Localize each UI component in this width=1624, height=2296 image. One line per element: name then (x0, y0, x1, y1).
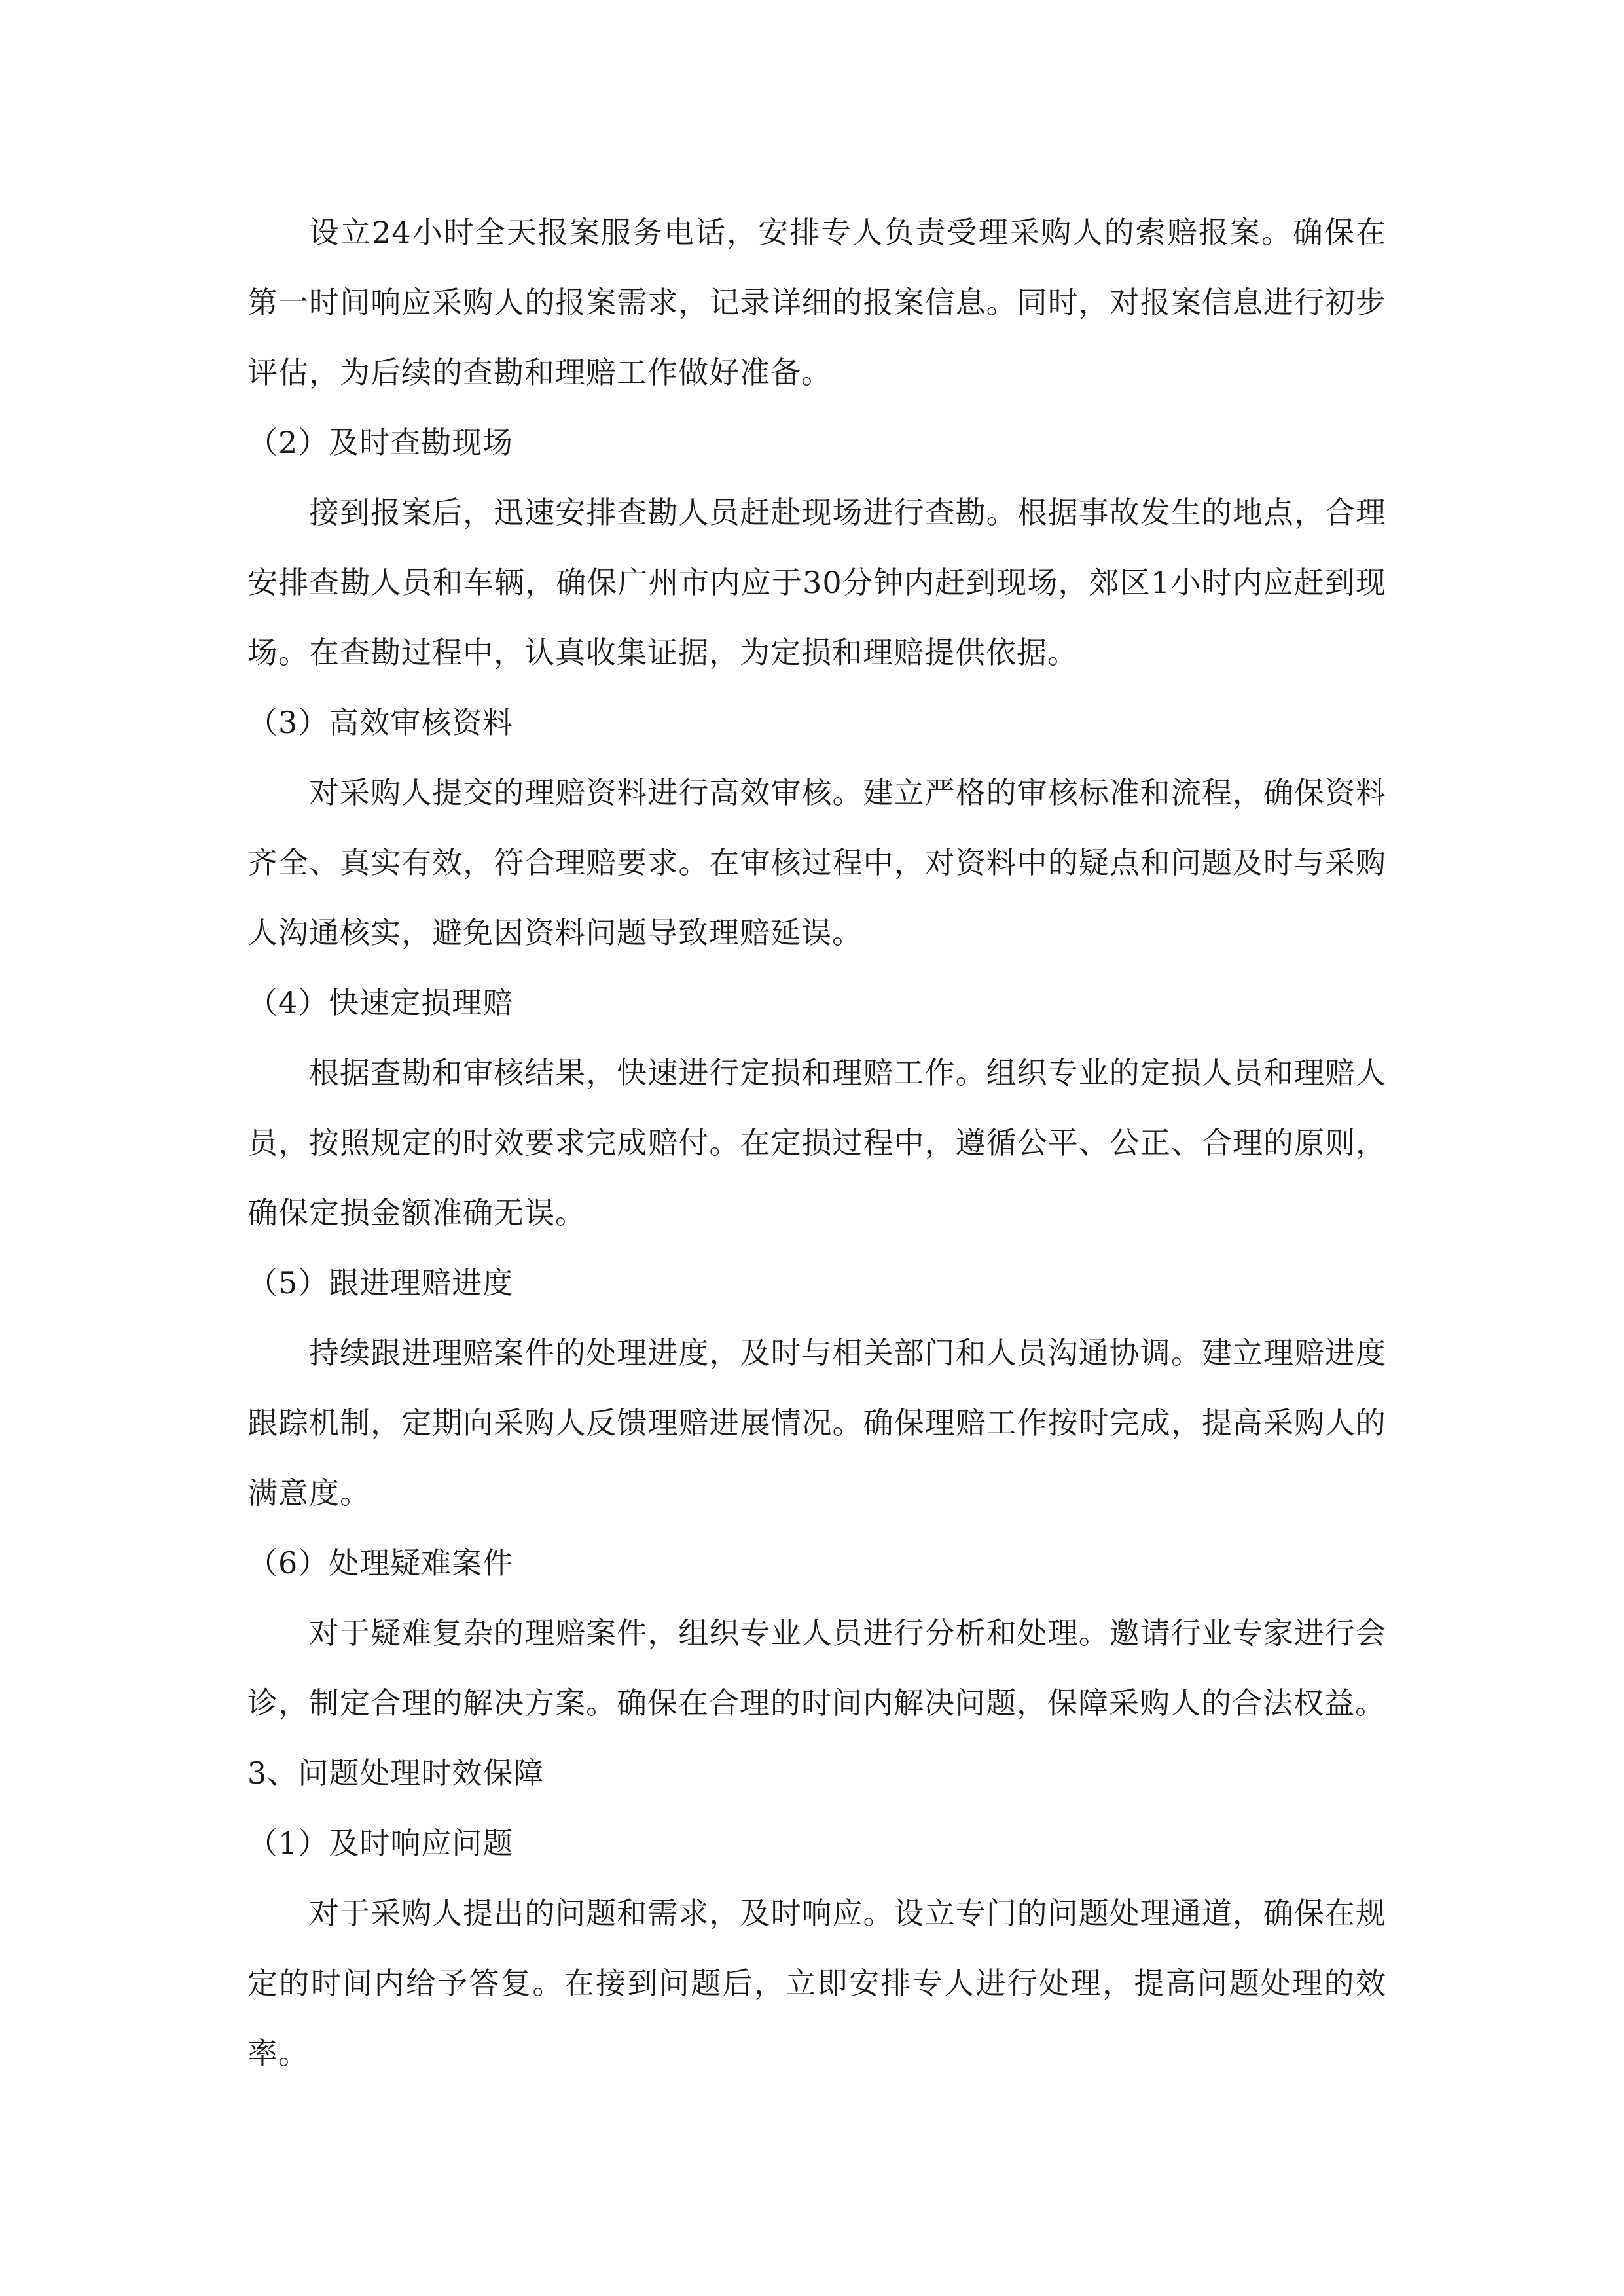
item-body-6: 对于疑难复杂的理赔案件，组织专业人员进行分析和处理。邀请行业专家进行会诊，制定合理的解决方案。确保在合理的时间内解决问题，保障采购人的合法权益。 (247, 1615, 1386, 1721)
item-heading-4: （4）快速定损理赔 (247, 985, 514, 1020)
item-body-3: 对采购人提交的理赔资料进行高效审核。建立严格的审核标准和流程，确保资料齐全、真实有效，符合理赔要求。在审核过程中，对资料中的疑点和问题及时与采购人沟通核实，避免因资料问题导致理赔延误。 (247, 775, 1386, 950)
section-sub-heading: （1）及时响应问题 (247, 1825, 514, 1861)
item-heading-2: （2）及时查勘现场 (247, 425, 514, 460)
item-heading-6: （6）处理疑难案件 (247, 1545, 514, 1581)
section-heading: 3、问题处理时效保障 (247, 1755, 545, 1791)
intro-paragraph: 设立24小时全天报案服务电话，安排专人负责受理采购人的索赔报案。确保在第一时间响应采购人的报案需求，记录详细的报案信息。同时，对报案信息进行初步评估，为后续的查勘和理赔工作做好准备。 (247, 215, 1386, 390)
item-body-2: 接到报案后，迅速安排查勘人员赶赴现场进行查勘。根据事故发生的地点，合理安排查勘人员和车辆，确保广州市内应于30分钟内赶到现场，郊区1小时内应赶到现场。在查勘过程中，认真收集证据，为定损和理赔提供依据。 (247, 495, 1386, 670)
item-heading-3: （3）高效审核资料 (247, 705, 514, 740)
document-body (247, 198, 1386, 2089)
item-heading-5: （5）跟进理赔进度 (247, 1265, 514, 1300)
item-body-4: 根据查勘和审核结果，快速进行定损和理赔工作。组织专业的定损人员和理赔人员，按照规定的时效要求完成赔付。在定损过程中，遵循公平、公正、合理的原则，确保定损金额准确无误。 (247, 1055, 1386, 1230)
section-body: 对于采购人提出的问题和需求，及时响应。设立专门的问题处理通道，确保在规定的时间内给予答复。在接到问题后，立即安排专人进行处理，提高问题处理的效率。 (247, 1895, 1386, 2071)
item-body-5: 持续跟进理赔案件的处理进度，及时与相关部门和人员沟通协调。建立理赔进度跟踪机制，定期向采购人反馈理赔进展情况。确保理赔工作按时完成，提高采购人的满意度。 (247, 1335, 1386, 1511)
